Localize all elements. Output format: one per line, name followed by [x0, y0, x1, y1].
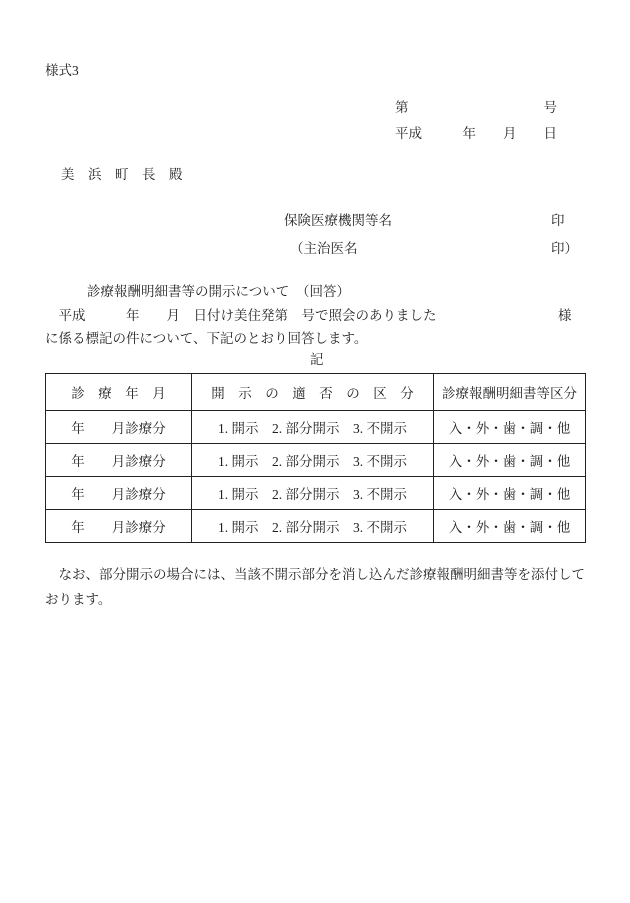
form-number-label: 様式3 [45, 63, 79, 78]
subject-title: 診療報酬明細書等の開示について （回答） [87, 284, 350, 299]
cell-disclosure-options: 1. 開示 2. 部分開示 3. 不開示 [192, 444, 434, 477]
cell-disclosure-options: 1. 開示 2. 部分開示 3. 不開示 [192, 477, 434, 510]
document-number-line: 第 号 [395, 100, 557, 115]
cell-statement-types: 入・外・歯・調・他 [434, 510, 586, 543]
cell-statement-types: 入・外・歯・調・他 [434, 411, 586, 444]
cell-treatment-month: 年 月診療分 [46, 411, 192, 444]
table-row [46, 510, 586, 543]
table-header-row [46, 374, 586, 411]
cell-treatment-month: 年 月診療分 [46, 477, 192, 510]
table-row [46, 444, 586, 477]
addressee-line: 美 浜 町 長 殿 [61, 167, 183, 182]
institution-seal-mark: 印 [551, 213, 565, 228]
cell-statement-types: 入・外・歯・調・他 [434, 444, 586, 477]
ki-heading: 記 [310, 352, 324, 367]
date-line: 平成 年 月 日 [395, 126, 557, 141]
cell-statement-types: 入・外・歯・調・他 [434, 477, 586, 510]
note-line2: おります。 [45, 592, 112, 607]
medical-institution-label: 保険医療機関等名 [284, 213, 392, 228]
cell-disclosure-options: 1. 開示 2. 部分開示 3. 不開示 [192, 411, 434, 444]
header-statement-category: 診療報酬明細書等区分 [434, 374, 586, 411]
disclosure-table [45, 373, 586, 543]
attending-doctor-label: （主治医名 [290, 241, 358, 256]
header-disclosure-category: 開 示 の 適 否 の 区 分 [192, 374, 434, 411]
body-paragraph-line2: に係る標記の件について、下記のとおり回答します。 [45, 331, 368, 346]
cell-treatment-month: 年 月診療分 [46, 444, 192, 477]
doctor-seal-mark: 印） [551, 241, 578, 256]
table-row [46, 411, 586, 444]
cell-disclosure-options: 1. 開示 2. 部分開示 3. 不開示 [192, 510, 434, 543]
table-row [46, 477, 586, 510]
note-line1: なお、部分開示の場合には、当該不開示部分を消し込んだ診療報酬明細書等を添付して [45, 567, 585, 582]
header-treatment-month: 診 療 年 月 [46, 374, 192, 411]
cell-treatment-month: 年 月診療分 [46, 510, 192, 543]
body-paragraph-line1: 平成 年 月 日付け美住発第 号で照会のありました 様 [45, 308, 572, 323]
